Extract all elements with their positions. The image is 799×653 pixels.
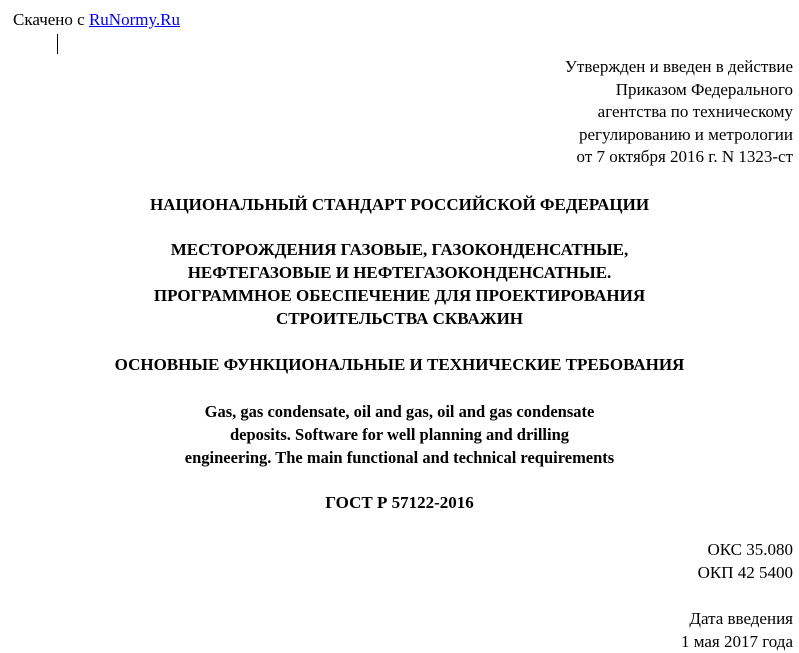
english-title	[0, 400, 799, 469]
subtitle-text: ОСНОВНЫЕ ФУНКЦИОНАЛЬНЫЕ И ТЕХНИЧЕСКИЕ ТРЕБОВАНИЯ	[114, 355, 685, 374]
national-standard-heading	[0, 193, 799, 216]
english-title-line: Gas, gas condensate, oil and gas, oil and gas condensate	[204, 402, 595, 421]
introduction-label: Дата введения	[689, 609, 793, 628]
title-line: ПРОГРАММНОЕ ОБЕСПЕЧЕНИЕ ДЛЯ ПРОЕКТИРОВАНИЯ	[153, 286, 646, 305]
english-title-line: deposits. Software for well planning and drilling	[229, 425, 570, 444]
gost-number-text: ГОСТ Р 57122-2016	[325, 493, 474, 512]
okp-code: ОКП 42 5400	[697, 563, 793, 582]
english-title-line: engineering. The main functional and technical requirements	[184, 448, 615, 467]
approval-line: регулированию и метрологии	[578, 124, 793, 144]
title-line: НЕФТЕГАЗОВЫЕ И НЕФТЕГАЗОКОНДЕНСАТНЫЕ.	[187, 263, 612, 282]
oks-code: ОКС 35.080	[707, 540, 793, 559]
source-prefix: Скачено с	[13, 10, 85, 29]
text-cursor	[57, 34, 58, 54]
classification-codes	[698, 538, 793, 584]
source-line	[13, 9, 180, 31]
gost-number	[0, 491, 799, 514]
introduction-date-block	[681, 607, 793, 653]
introduction-date: 1 мая 2017 года	[680, 632, 793, 651]
approval-line: агентства по техническому	[597, 102, 793, 121]
approval-line: Приказом Федерального	[615, 79, 793, 99]
title-line: СТРОИТЕЛЬСТВА СКВАЖИН	[275, 309, 524, 328]
approval-block	[565, 56, 793, 169]
approval-line: от 7 октября 2016 г. N 1323-ст	[576, 147, 793, 166]
title-line: МЕСТОРОЖДЕНИЯ ГАЗОВЫЕ, ГАЗОКОНДЕНСАТНЫЕ,	[170, 240, 629, 259]
approval-line: Утвержден и введен в действие	[564, 57, 793, 76]
national-standard-text: НАЦИОНАЛЬНЫЙ СТАНДАРТ РОССИЙСКОЙ ФЕДЕРАЦИИ	[149, 195, 650, 214]
document-subtitle	[0, 353, 799, 376]
document-title	[0, 238, 799, 330]
source-link[interactable]: RuNormy.Ru	[88, 10, 180, 29]
